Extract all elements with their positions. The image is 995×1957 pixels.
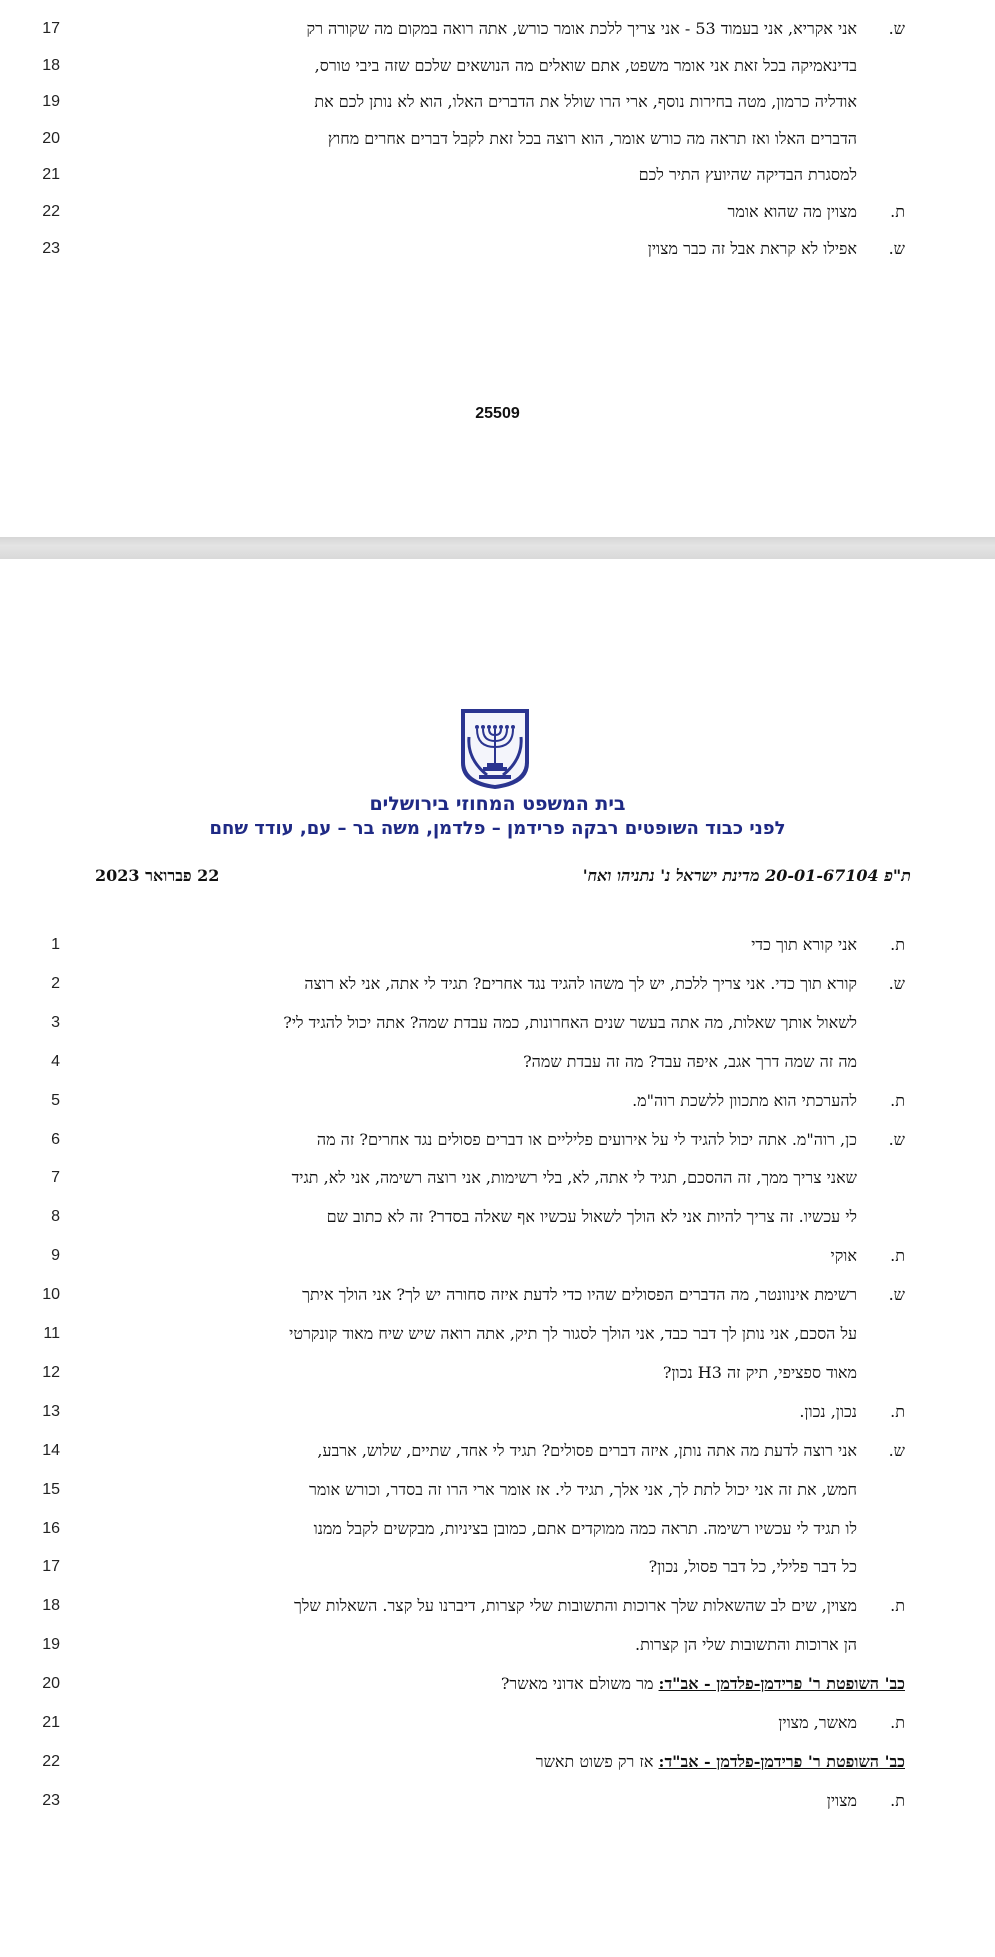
transcript-line: [0, 1475, 995, 1505]
judge-remark: מר משולם אדוני מאשר?: [500, 1674, 659, 1694]
transcript-line: [0, 1747, 995, 1777]
line-number: 1: [51, 936, 60, 953]
line-text: אני אקריא, אני בעמוד 53 - אני צריך ללכת אומר כורש, אתה רואה במקום מה שקורה רק: [306, 19, 857, 38]
speaker-marker: ש.: [888, 19, 905, 38]
line-number: 9: [51, 1247, 60, 1265]
transcript-line: [0, 1591, 995, 1621]
line-number: 20: [42, 129, 60, 147]
line-number: 18: [42, 1597, 60, 1615]
line-number: 20: [42, 1675, 60, 1693]
speaker-marker: ת.: [890, 1596, 905, 1616]
line-number: 3: [51, 1013, 60, 1031]
transcript-line: [0, 1163, 995, 1193]
line-text: חמש, את זה אני יכול לתת לך, אני אלך, תגיד לי. אז אומר ארי הרו זה בסדר, וכורש אומר: [309, 1479, 857, 1499]
line-number: 21: [42, 166, 60, 184]
line-number: 17: [42, 1558, 60, 1576]
israel-state-emblem-icon: [457, 707, 533, 791]
transcript-line: [0, 1669, 995, 1699]
line-number: 13: [42, 1402, 60, 1420]
line-number: 11: [43, 1325, 60, 1342]
panel-judges: לפני כבוד השופטים רבקה פרידמן – פלדמן, משה בר – עם, עודד שחם: [209, 818, 786, 839]
transcript-page-top: [0, 0, 995, 537]
case-date: 22 פברואר 2023: [95, 866, 220, 885]
transcript-line: [0, 1202, 995, 1232]
transcript-line: [0, 124, 995, 154]
transcript-line: [0, 51, 995, 81]
line-text: הדברים האלו ואז תראה מה כורש אומר, הוא רוצה בכל זאת לקבל דברים אחרים מחוץ: [327, 128, 857, 148]
speaker-marker: ת.: [890, 1790, 905, 1810]
line-text: לשאול אותך שאלות, מה אתה בעשר שנים האחרונות, כמה עבדת שמה? אתה יכול להגיד לי?: [283, 1012, 857, 1032]
line-number: 19: [42, 1636, 60, 1654]
line-number: 10: [42, 1286, 60, 1304]
line-text: מה זה שמה דרך אגב, איפה עבד? מה זה עבדת שמה?: [523, 1051, 857, 1071]
line-number: 8: [51, 1208, 60, 1226]
line-text: מצוין, שים לב שהשאלות שלך ארוכות והתשובות שלי קצרות, דיברנו על קצר. השאלות שלך: [294, 1596, 857, 1616]
page-number: 25509: [475, 405, 520, 422]
line-text: מצוין מה שהוא אומר: [727, 202, 857, 221]
line-number: 23: [42, 1791, 60, 1809]
transcript-line: [0, 197, 995, 227]
judge-remark: אז רק פשוט תאשר: [535, 1751, 659, 1771]
transcript-line: [0, 1436, 995, 1466]
transcript-line: [0, 1786, 995, 1816]
line-number: 17: [42, 20, 60, 37]
transcript-line: [0, 1086, 995, 1116]
line-number: 21: [42, 1714, 60, 1731]
page-separator: [0, 537, 995, 559]
transcript-line: [0, 930, 995, 960]
transcript-line: [0, 1319, 995, 1349]
line-number: 22: [42, 1752, 60, 1770]
line-text: מאשר, מצוין: [778, 1713, 857, 1732]
line-text: אני קורא תוך כדי: [751, 935, 857, 954]
line-text: קורא תוך כדי. אני צריך ללכת, יש לך משהו להגיד נגד אחרים? תגיד לי אתה, אני לא רוצה: [304, 973, 857, 993]
transcript-line: [0, 1358, 995, 1388]
line-text: כן, רוה"מ. אתה יכול להגיד לי על אירועים פליליים או דברים פסולים נגד אחרים? זה מה: [316, 1129, 857, 1149]
transcript-line: [0, 1397, 995, 1427]
speaker-marker: ת.: [890, 1090, 905, 1110]
transcript-line: [0, 1708, 995, 1738]
line-text: אני רוצה לדעת מה אתה נותן, איזה דברים פסולים? תגיד לי אחד, שתיים, שלוש, ארבע,: [317, 1440, 857, 1460]
line-text: מצוין: [826, 1790, 857, 1810]
transcript-line: [0, 969, 995, 999]
speaker-marker: ת.: [890, 1246, 905, 1266]
line-text: רשימת אינוונטר, מה הדברים הפסולים שהיו כדי לדעת איזה סחורה יש לך? אני הולך איתך: [302, 1285, 857, 1305]
transcript-line: [0, 87, 995, 117]
line-text: להערכתי הוא מתכוון ללשכת רוה"מ.: [632, 1090, 857, 1110]
line-text: על הסכם, אני נותן לך דבר כבד, אני הולך לסגור לך תיק, אתה רואה שיש שיח מאוד קונקרטי: [289, 1324, 857, 1343]
line-number: 6: [51, 1130, 60, 1148]
speaker-marker: ש.: [888, 1440, 905, 1460]
line-number: 19: [42, 93, 60, 111]
speaker-marker: ש.: [888, 1285, 905, 1305]
transcript-line: [0, 1008, 995, 1038]
speaker-marker: ת.: [890, 1713, 905, 1732]
speaker-marker: ש.: [888, 973, 905, 993]
line-text: כל דבר פלילי, כל דבר פסול, נכון?: [648, 1557, 857, 1577]
line-text: [85, 1747, 905, 1777]
speaker-marker: ש.: [888, 1129, 905, 1149]
line-number: 14: [42, 1441, 60, 1459]
line-number: 18: [42, 56, 60, 74]
transcript-line: [0, 1125, 995, 1155]
line-text: אפילו לא קראת אבל זה כבר מצוין: [647, 238, 857, 258]
line-number: 22: [42, 203, 60, 220]
line-text: למסגרת הבדיקה שהיועץ התיר לכם: [638, 165, 857, 185]
line-number: 2: [51, 974, 60, 992]
line-number: 7: [51, 1169, 60, 1187]
transcript-line: [0, 14, 995, 44]
transcript-line: [0, 1047, 995, 1077]
line-text: שאני צריך ממך, זה ההסכם, תגיד לי אתה, לא, בלי רשימות, אני רוצה רשימה, אני לא, תגיד: [291, 1168, 857, 1188]
line-text: לי עכשיו. זה צריך להיות אני לא הולך לשאול עכשיו אף שאלה בסדר? זה לא כתוב שם: [326, 1207, 857, 1227]
line-text: אוקי: [830, 1246, 857, 1266]
transcript-line: [0, 1241, 995, 1271]
line-number: 23: [42, 239, 60, 257]
speaker-marker: ש.: [888, 238, 905, 258]
line-text: הן ארוכות והתשובות שלי הן קצרות.: [634, 1635, 857, 1655]
line-text: מאוד ספציפי, תיק זה H3 נכון?: [662, 1362, 857, 1382]
judge-label: כב' השופטת ר' פרידמן-פלדמן - אב"ד:: [658, 1674, 905, 1694]
line-number: 15: [42, 1480, 60, 1498]
line-number: 5: [51, 1091, 60, 1109]
transcript-line: [0, 160, 995, 190]
court-name: בית המשפט המחוזי בירושלים: [369, 793, 626, 815]
line-text: אודליה כרמון, מטה בחירות נוסף, ארי הרו שולל את הדברים האלו, הוא לא נותן לכם את: [314, 92, 857, 112]
line-number: 4: [51, 1052, 60, 1070]
transcript-line: [0, 234, 995, 264]
speaker-marker: ת.: [890, 202, 905, 221]
line-number: 12: [42, 1363, 60, 1381]
transcript-line: [0, 1552, 995, 1582]
line-text: [85, 1669, 905, 1699]
speaker-marker: ת.: [890, 935, 905, 954]
transcript-page-bottom: [0, 559, 995, 1957]
line-text: בדינאמיקה בכל זאת אני אומר משפט, אתם שואלים מה הנושאים שלכם שזה ביבי טורס,: [314, 55, 857, 75]
speaker-marker: ת.: [890, 1401, 905, 1421]
transcript-line: [0, 1630, 995, 1660]
line-text: לו תגיד לי עכשיו רשימה. תראה כמה ממוקדים אתם, כמובן בציניות, מבקשים לקבל ממנו: [313, 1518, 857, 1538]
line-text: נכון, נכון.: [799, 1401, 857, 1421]
transcript-line: [0, 1514, 995, 1544]
line-number: 16: [42, 1519, 60, 1537]
case-title: ת"פ 20-01-67104 מדינת ישראל נ' נתניהו ואח': [582, 866, 911, 885]
transcript-line: [0, 1280, 995, 1310]
judge-label: כב' השופטת ר' פרידמן-פלדמן - אב"ד:: [658, 1751, 905, 1771]
